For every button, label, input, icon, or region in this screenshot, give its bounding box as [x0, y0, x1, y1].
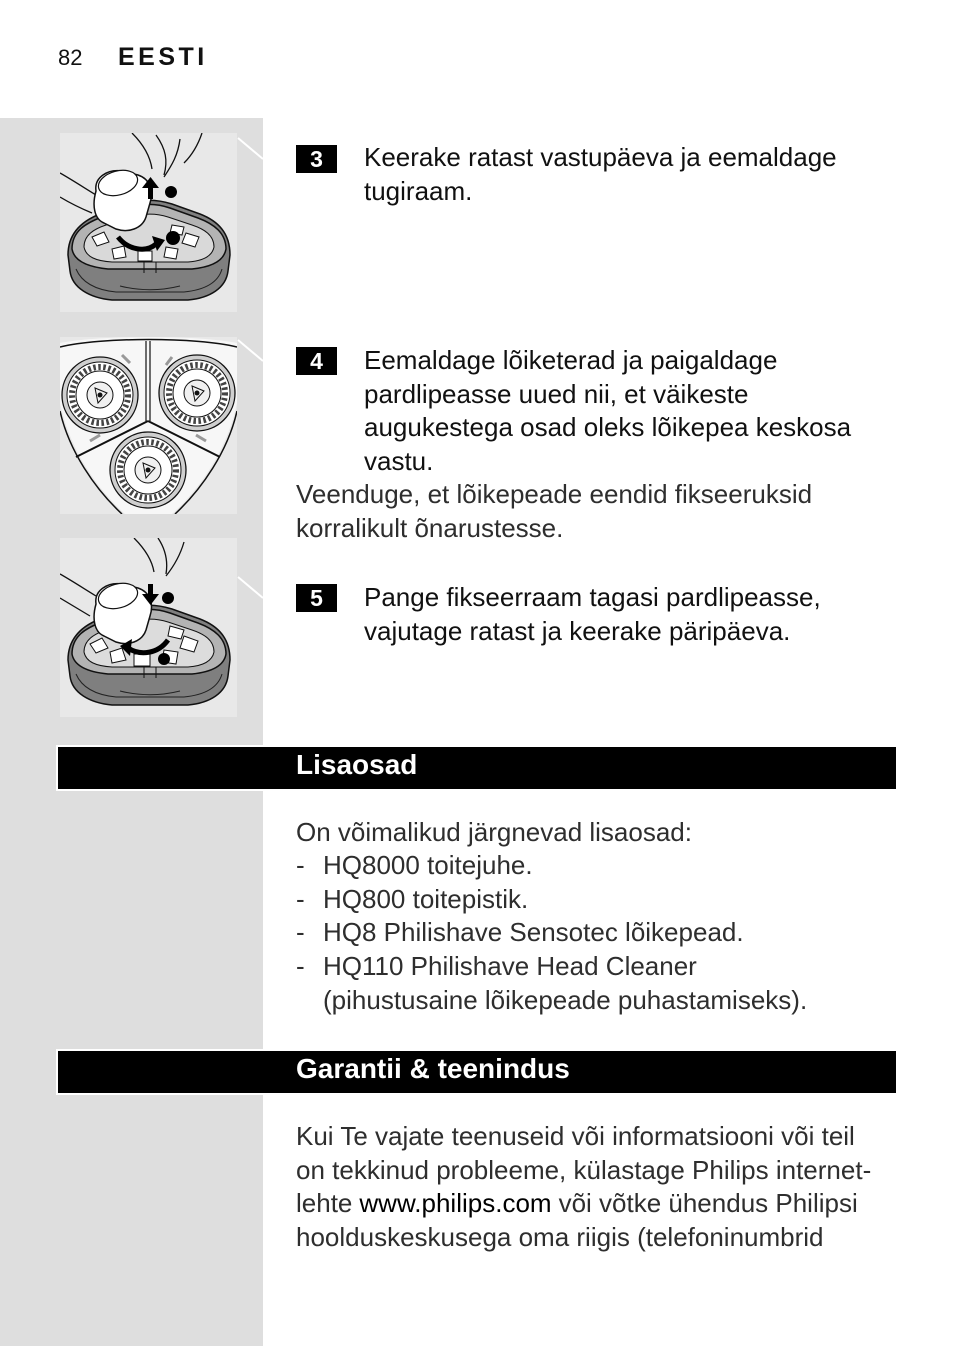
cutting-unit-drawing — [110, 432, 186, 508]
list-bullet: - — [296, 883, 305, 914]
illustration-cutting-units — [60, 337, 237, 514]
step-3-text — [364, 141, 837, 208]
accessories-list — [296, 849, 856, 1017]
list-item-text: HQ8000 toitejuhe. — [323, 850, 533, 880]
website-url: www.philips.com — [359, 1188, 552, 1219]
step-4-note — [296, 478, 812, 545]
section-title: Lisaosad — [296, 749, 418, 780]
intro-line: On võimalikud järgnevad lisaosad: — [296, 817, 692, 847]
note-line: Veenduge, et lõikepeade eendid fikseeruksid — [296, 479, 813, 509]
paragraph-line: Kui Te vajate teenuseid või informatsiooni või teil — [296, 1121, 855, 1151]
cutting-unit-drawing — [159, 355, 235, 431]
paragraph-line: on tekkinud probleeme, külastage Philips internet- — [296, 1154, 872, 1185]
list-bullet: - — [296, 850, 305, 880]
list-bullet: - — [296, 951, 305, 982]
step-line: pardlipeasse uued nii, et väikeste — [364, 378, 749, 409]
step-line: Eemaldage lõiketerad ja paigaldage — [364, 345, 778, 375]
language-heading: EESTI — [118, 43, 208, 71]
list-item — [296, 883, 856, 917]
text-after-url: või võtke ühendus Philipsi — [558, 1188, 858, 1219]
step-line: augukestega osad oleks lõikepea keskosa — [364, 412, 852, 443]
list-item — [296, 916, 856, 950]
step-line: vastu. — [364, 446, 434, 477]
page-number: 82 — [58, 45, 83, 70]
illustration-remove-frame — [60, 133, 237, 312]
guarantee-paragraph — [296, 1120, 871, 1255]
step-line: Pange fikseerraam tagasi pardlipeasse, — [364, 582, 821, 612]
accessories-intro — [296, 816, 692, 850]
dot-icon — [158, 653, 170, 665]
step-pointer-mark — [237, 576, 263, 600]
step-line: Keerake ratast vastupäeva ja eemaldage — [364, 142, 837, 172]
dot-icon — [162, 592, 174, 604]
step-pointer-mark — [237, 137, 263, 161]
dot-icon — [165, 186, 177, 198]
step-number-badge: 4 — [296, 347, 337, 375]
list-item-text: HQ800 toitepistik. — [323, 883, 529, 914]
list-item-text: (pihustusaine lõikepeade puhastamiseks). — [323, 984, 808, 1015]
list-item-continuation — [296, 984, 856, 1018]
illustration-reinstall-frame — [60, 538, 237, 717]
paragraph-line: hoolduskeskusega oma riigis (telefoninumbrid — [296, 1222, 824, 1253]
step-line: vajutage ratast ja keerake päripäeva. — [364, 615, 791, 646]
step-number-badge: 3 — [296, 145, 337, 173]
note-line: korralikult õnarustesse. — [296, 512, 564, 543]
list-item-text: HQ110 Philishave Head Cleaner — [323, 951, 697, 982]
step-pointer-mark — [237, 339, 263, 363]
list-bullet: - — [296, 917, 305, 948]
cutting-unit-drawing — [62, 357, 138, 433]
section-header-accessories — [58, 747, 896, 789]
list-item — [296, 950, 856, 984]
section-header-guarantee — [58, 1051, 896, 1093]
step-5-text — [364, 581, 821, 648]
step-number-badge: 5 — [296, 584, 337, 612]
step-4-text — [364, 344, 851, 479]
list-item — [296, 849, 856, 883]
section-title: Garantii & teenindus — [296, 1053, 570, 1084]
step-line: tugiraam. — [364, 175, 473, 206]
paragraph-line-with-url — [296, 1187, 871, 1221]
text-before-url: lehte — [296, 1188, 353, 1219]
list-item-text: HQ8 Philishave Sensotec lõikepead. — [323, 917, 744, 948]
dot-icon — [166, 231, 180, 245]
